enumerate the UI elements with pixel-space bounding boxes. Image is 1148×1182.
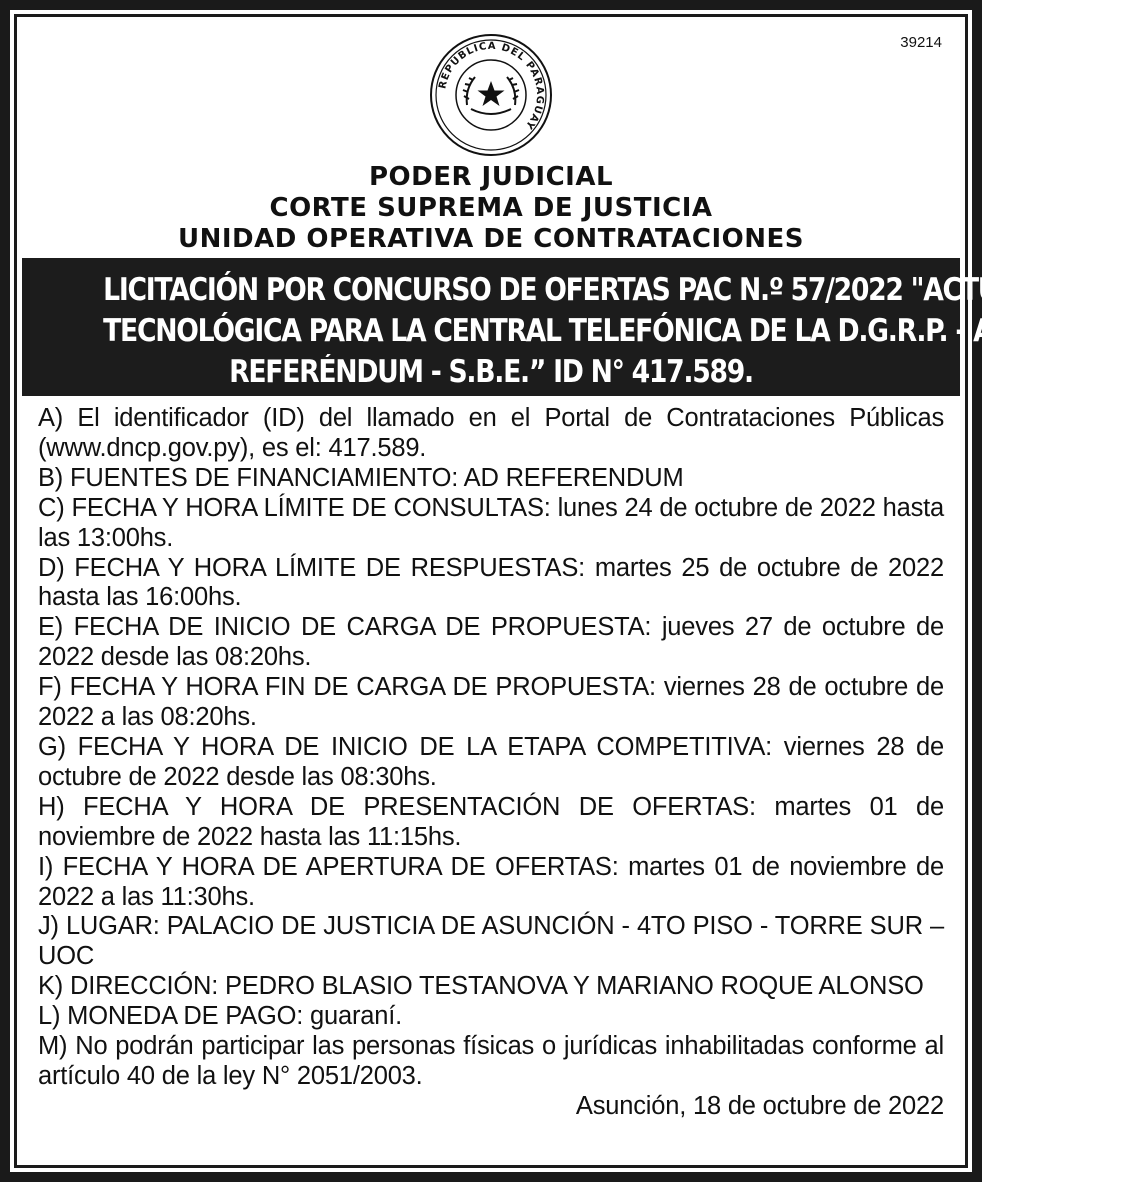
item-b: B) FUENTES DE FINANCIAMIENTO: AD REFERENDUM xyxy=(38,463,684,492)
header-line-3: UNIDAD OPERATIVA DE CONTRATACIONES xyxy=(177,224,804,254)
closing-date: Asunción, 18 de octubre de 2022 xyxy=(575,1091,944,1120)
notice-body xyxy=(38,404,944,1122)
national-seal xyxy=(429,33,553,157)
header-line-1: PODER JUDICIAL xyxy=(368,162,614,192)
item-l: L) MONEDA DE PAGO: guaraní. xyxy=(38,1002,403,1031)
item-d: D) FECHA Y HORA LÍMITE DE RESPUESTAS: martes 25 de octubre de 2022 hasta las 16:00hs. xyxy=(38,553,944,612)
item-g: G) FECHA Y HORA DE INICIO DE LA ETAPA COMPETITIVA: viernes 28 de octubre de 2022 desde las 08:30hs. xyxy=(38,732,944,791)
item-h: H) FECHA Y HORA DE PRESENTACIÓN DE OFERTAS: martes 01 de noviembre de 2022 hasta las 11:15hs. xyxy=(38,792,944,851)
title-line-2: TECNOLÓGICA PARA LA CENTRAL TELEFÓNICA DE LA D.G.R.P. - AD xyxy=(103,313,1014,349)
item-i: I) FECHA Y HORA DE APERTURA DE OFERTAS: martes 01 de noviembre de 2022 a las 11:30hs. xyxy=(38,852,944,911)
ad-number: 39214 xyxy=(900,34,942,51)
item-j: J) LUGAR: PALACIO DE JUSTICIA DE ASUNCIÓN - 4TO PISO - TORRE SUR – UOC xyxy=(38,912,944,971)
title-line-1: LICITACIÓN POR CONCURSO DE OFERTAS PAC N.º 57/2022 "ACTUALIZACIÓN xyxy=(103,272,1148,308)
tender-title xyxy=(22,258,1148,396)
item-c: C) FECHA Y HORA LÍMITE DE CONSULTAS: lunes 24 de octubre de 2022 hasta las 13:00hs. xyxy=(38,493,944,552)
issuer-header xyxy=(22,162,960,255)
item-a: A) El identificador (ID) del llamado en el Portal de Contrataciones Públicas (www.dncp.gov.py), es el: 417.589. xyxy=(38,404,944,462)
item-e: E) FECHA DE INICIO DE CARGA DE PROPUESTA: jueves 27 de octubre de 2022 desde las 08:20hs. xyxy=(38,613,944,672)
title-line-3: REFERÉNDUM - S.B.E.” ID N° 417.589. xyxy=(229,354,753,390)
item-f: F) FECHA Y HORA FIN DE CARGA DE PROPUESTA: viernes 28 de octubre de 2022 a las 08:20hs. xyxy=(38,673,944,732)
header-line-2: CORTE SUPREMA DE JUSTICIA xyxy=(269,193,713,223)
item-m: M) No podrán participar las personas físicas o jurídicas inhabilitadas conforme al artículo 40 de la ley N° 2051/2003. xyxy=(38,1032,944,1090)
item-k: K) DIRECCIÓN: PEDRO BLASIO TESTANOVA Y MARIANO ROQUE ALONSO xyxy=(38,972,924,1001)
seal-text: REPUBLICA DEL PARAGUAY xyxy=(437,40,546,132)
